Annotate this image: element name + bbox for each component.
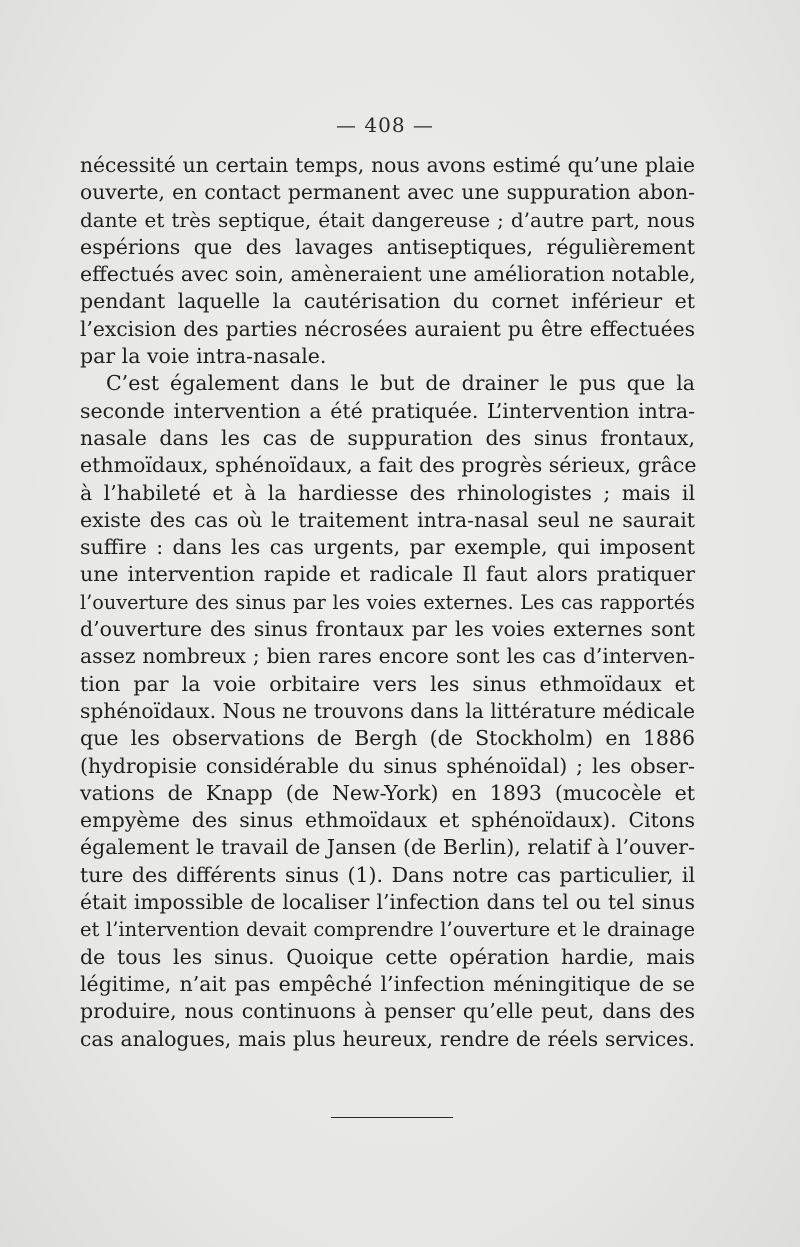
text-line: dante et très septique, était dangereuse ; d’autre part, nous: [80, 207, 695, 232]
text-line: effectués avec soin, amèneraient une amélioration notable,: [80, 262, 696, 287]
text-line: était impossible de localiser l’infection dans tel ou tel sinus: [80, 890, 695, 915]
text-line: ethmoïdaux, sphénoïdaux, a fait des progrès sérieux, grâce: [80, 453, 697, 478]
text-line: espérions que des lavages antiseptiques, régulièrement: [80, 234, 695, 259]
text-line: légitime, n’ait pas empêché l’infection méningitique de se: [80, 971, 695, 996]
body-text: [80, 152, 695, 1053]
text-line: assez nombreux ; bien rares encore sont les cas d’interven-: [80, 644, 695, 669]
text-line: cas analogues, mais plus heureux, rendre de réels services.: [80, 1026, 695, 1051]
text-line: existe des cas où le traitement intra-nasal seul ne saurait: [80, 507, 695, 532]
text-line: d’ouverture des sinus frontaux par les voies externes sont: [80, 617, 695, 642]
text-line: ture des différents sinus (1). Dans notre cas particulier, il: [80, 862, 695, 887]
text-line: l’excision des parties nécrosées auraient pu être effectuées: [80, 316, 695, 341]
section-rule: [331, 1117, 453, 1118]
text-line: une intervention rapide et radicale Il faut alors pratiquer: [80, 562, 695, 587]
text-line: que les observations de Bergh (de Stockholm) en 1886: [80, 726, 695, 751]
text-line: ouverte, en contact permanent avec une suppuration abon-: [80, 180, 695, 205]
text-line: C’est également dans le but de drainer le pus que la: [106, 371, 695, 396]
text-line: nasale dans les cas de suppuration des sinus frontaux,: [80, 425, 695, 450]
text-line: l’ouverture des sinus par les voies externes. Les cas rapportés: [80, 590, 695, 614]
text-line: nécessité un certain temps, nous avons estimé qu’une plaie: [80, 153, 695, 177]
text-line: à l’habileté et à la hardiesse des rhinologistes ; mais il: [80, 480, 695, 505]
text-line: pendant laquelle la cautérisation du cornet inférieur et: [80, 289, 695, 314]
text-line: de tous les sinus. Quoique cette opération hardie, mais: [80, 944, 695, 969]
text-line: et l’intervention devait comprendre l’ouverture et le drainage: [80, 918, 695, 942]
text-line: (hydropisie considérable du sinus sphénoïdal) ; les obser-: [80, 753, 695, 778]
text-line: tion par la voie orbitaire vers les sinus ethmoïdaux et: [80, 671, 695, 696]
text-line: seconde intervention a été pratiquée. L’intervention intra-: [80, 398, 695, 423]
text-line: empyème des sinus ethmoïdaux et sphénoïdaux). Citons: [80, 808, 695, 833]
page-number: — 408 —: [336, 113, 434, 137]
text-line: produire, nous continuons à penser qu’elle peut, dans des: [80, 999, 695, 1024]
text-line: vations de Knapp (de New-York) en 1893 (mucocèle et: [80, 780, 695, 805]
text-line: sphénoïdaux. Nous ne trouvons dans la littérature médicale: [80, 698, 695, 723]
text-line: suffire : dans les cas urgents, par exemple, qui imposent: [80, 535, 695, 560]
text-line: par la voie intra-nasale.: [80, 344, 327, 369]
text-line: également le travail de Jansen (de Berlin), relatif à l’ouver-: [80, 835, 695, 860]
